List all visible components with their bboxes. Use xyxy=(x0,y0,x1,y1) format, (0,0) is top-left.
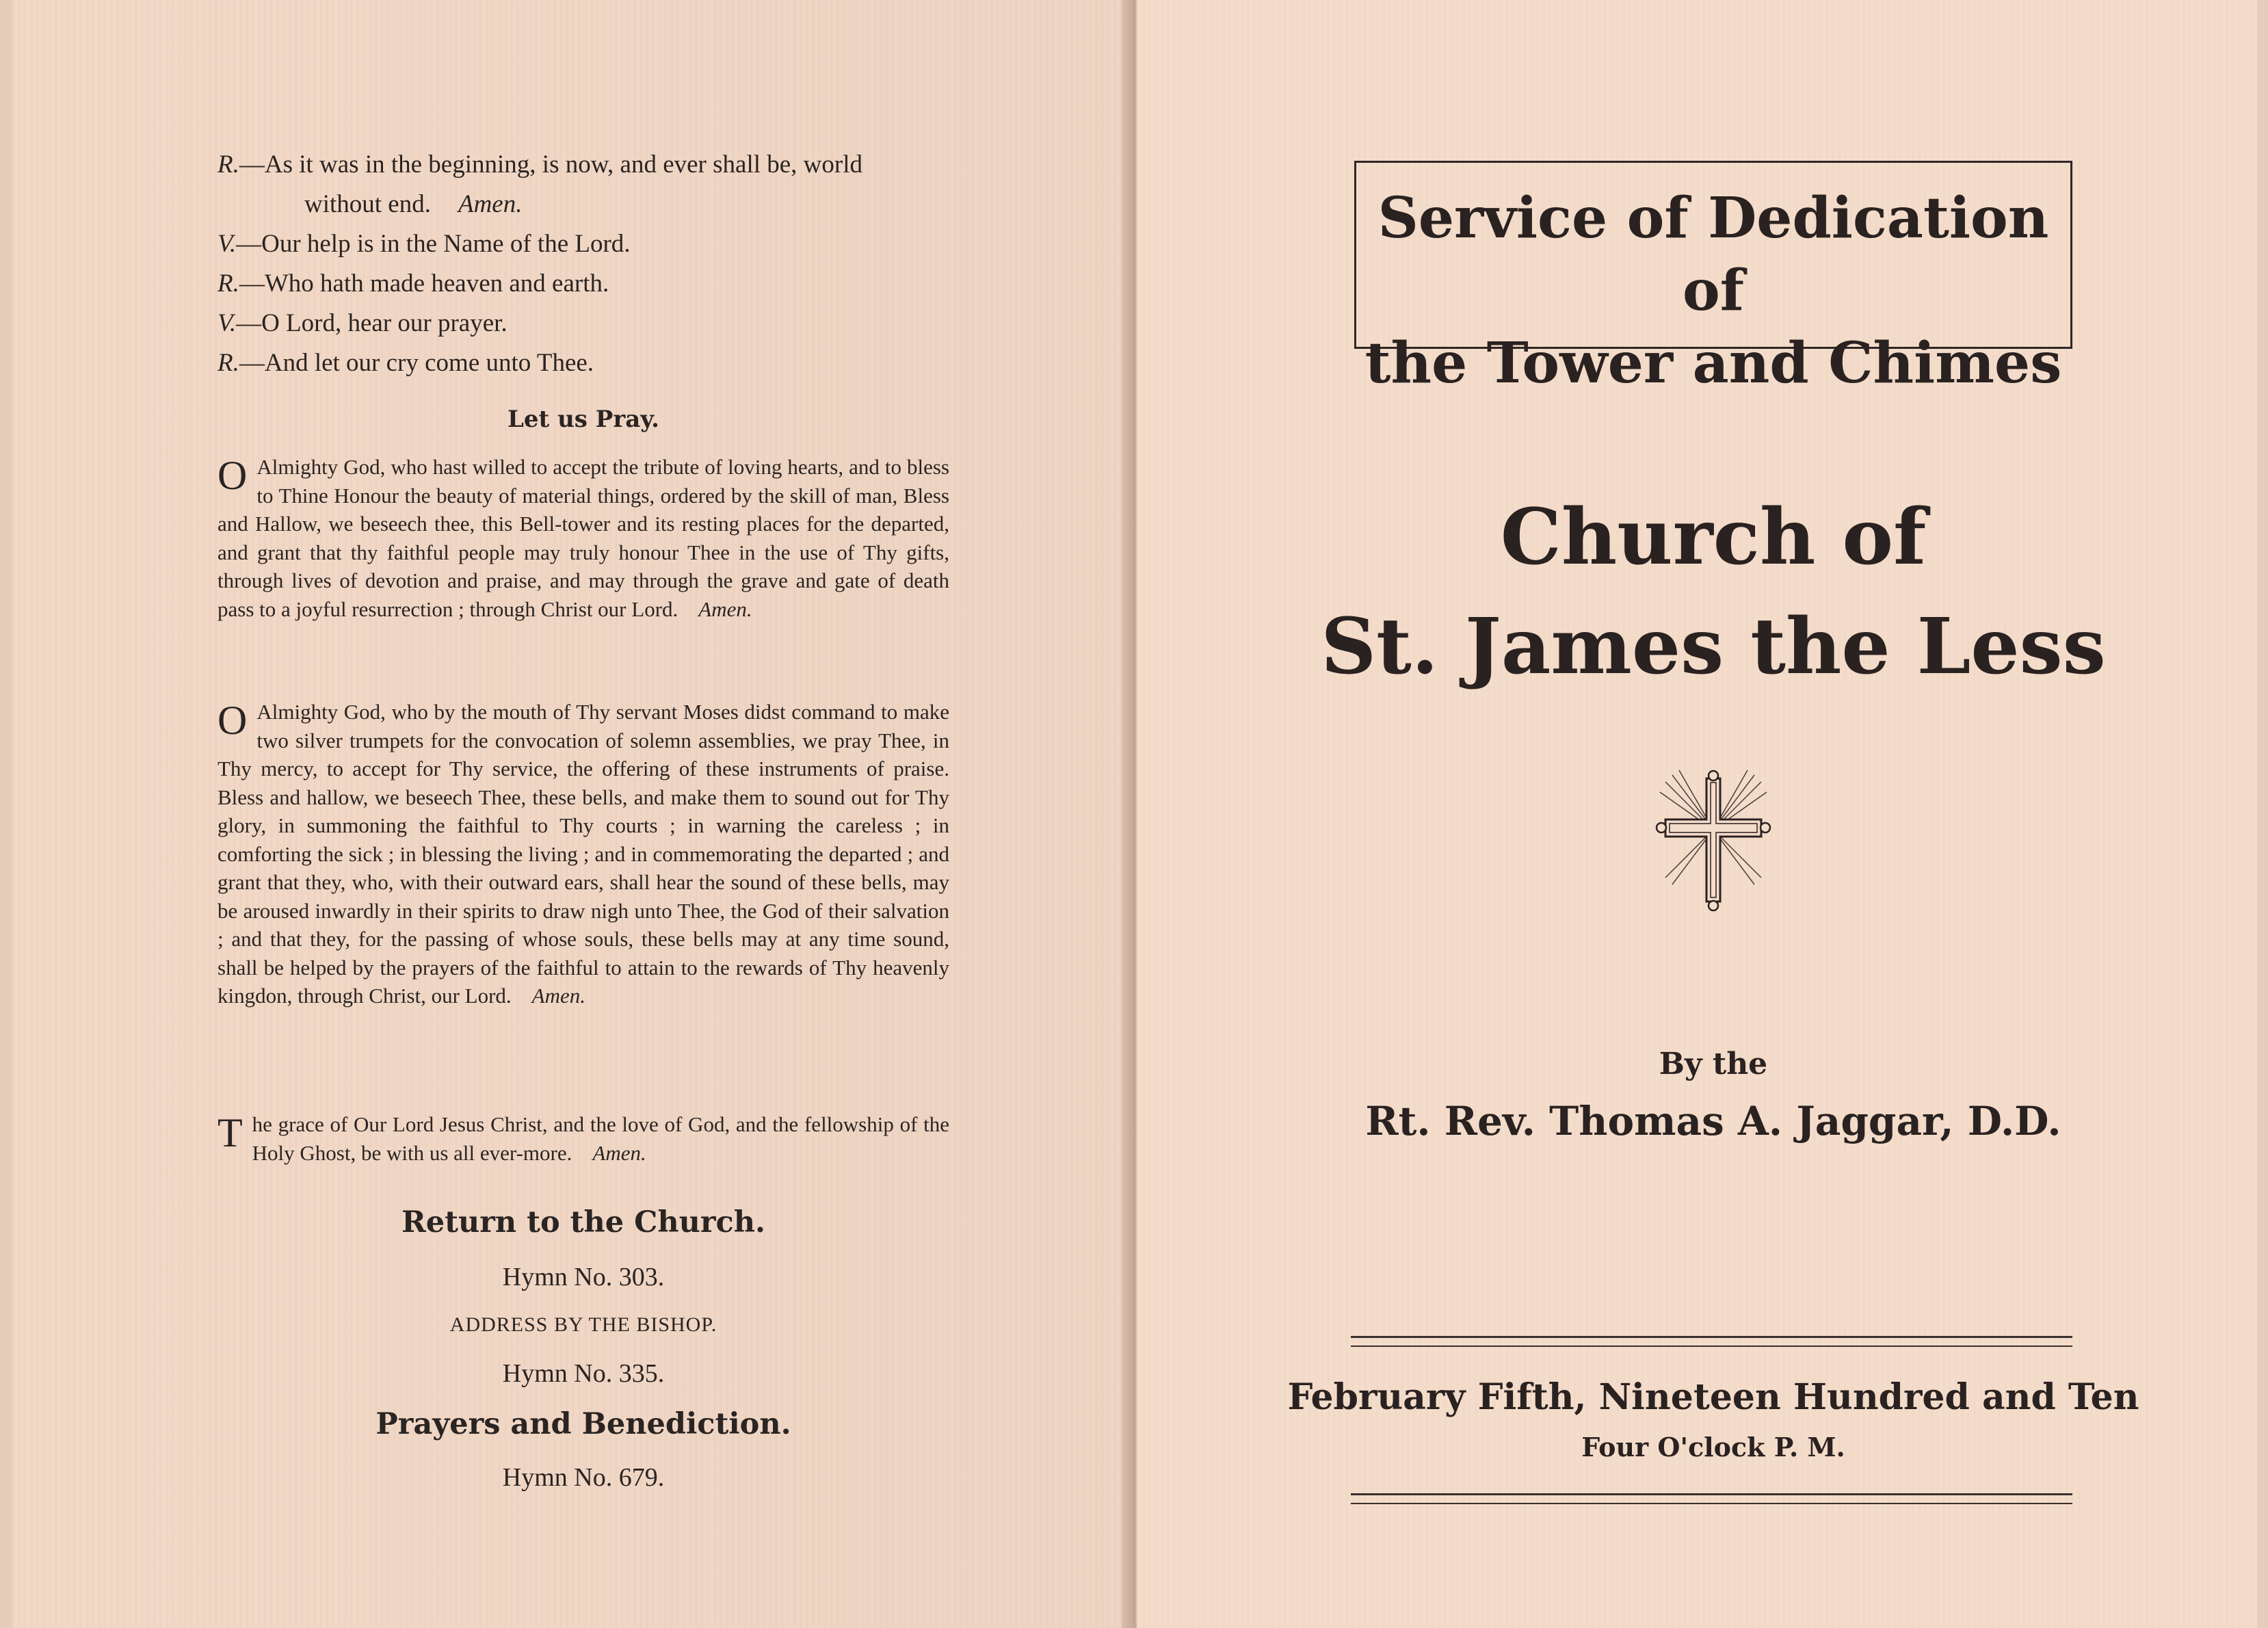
church-name-line-1: Church of xyxy=(1500,493,1927,582)
versicle-line: R.—And let our cry come unto Thee. xyxy=(217,349,594,377)
versicle-line: without end. Amen. xyxy=(304,190,523,218)
grace-prayer: The grace of Our Lord Jesus Christ, and the love of God, and the fellowship of the Holy Ghost, be with us all ever-more. Amen. xyxy=(217,1110,949,1165)
drop-cap: O xyxy=(217,698,248,743)
rule-top-1 xyxy=(1351,1336,2072,1338)
drop-cap: O xyxy=(217,453,248,498)
service-date: February Fifth, Nineteen Hundred and Ten xyxy=(1287,1376,2139,1418)
rule-top-2 xyxy=(1351,1345,2072,1347)
bishop-name: Rt. Rev. Thomas A. Jaggar, D.D. xyxy=(1365,1098,2061,1144)
prayers-heading: Prayers and Benediction. xyxy=(375,1407,791,1441)
address-line: ADDRESS BY THE BISHOP. xyxy=(449,1313,717,1336)
hymn-335: Hymn No. 335. xyxy=(502,1359,665,1388)
title-box xyxy=(1354,161,2072,396)
let-us-pray-heading: Let us Pray. xyxy=(507,406,659,433)
hymn-303: Hymn No. 303. xyxy=(502,1263,665,1291)
versicle-line: V.—Our help is in the Name of the Lord. xyxy=(217,230,631,258)
rule-bottom-2 xyxy=(1351,1503,2072,1504)
hymn-679: Hymn No. 679. xyxy=(502,1463,665,1492)
service-time: Four O'clock P. M. xyxy=(1581,1432,1845,1462)
title-line-2: the Tower and Chimes xyxy=(1364,330,2062,396)
cross-icon xyxy=(1652,765,1775,915)
versicle-line: R.—As it was in the beginning, is now, and ever shall be, world xyxy=(217,150,863,179)
rule-bottom-1 xyxy=(1351,1493,2072,1495)
by-the: By the xyxy=(1659,1047,1768,1081)
drop-cap: T xyxy=(217,1110,243,1155)
versicle-line: V.—O Lord, hear our prayer. xyxy=(217,309,507,337)
title-line-1: Service of Dedication of xyxy=(1377,185,2049,324)
church-name-line-2: St. James the Less xyxy=(1321,602,2106,692)
versicle-line: R.—Who hath made heaven and earth. xyxy=(217,270,609,298)
return-heading: Return to the Church. xyxy=(401,1205,765,1239)
prayer-bells: O Almighty God, who by the mouth of Thy servant Moses didst command to make two silver trumpets for the convocation of solemn assemblies, we pray Thee, in Thy mercy, to accept for Thy service, the offering of these instruments of praise. Bless and hallow, we beseech Thee, these bells, and make them to sound out for Thy glory, in summoning the faithful to Thy courts ; in warning the careless ; in comforting the sick ; in blessing the living ; and in commemorating the departed ; and grant that they, who, with their outward ears, shall hear the sound of these bells, may be aroused inwardly in their spirits to draw nigh unto Thee, the God of their salvation ; and that they, for the passing of whose souls, these bells may at any time sound, shall be helped by the prayers of the faithful to attain to the rewards of Thy heavenly kingdon, through Christ, our Lord. Amen. xyxy=(217,698,949,1008)
prayer-bell-tower: O Almighty God, who hast willed to accept the tribute of loving hearts, and to bless to Thine Honour the beauty of material things, ordered by the skill of man, Bless and Hallow, we beseech thee, this Bell-tower and its resting places for the departed, and grant that thy faithful people may truly honour Thee in the use of Thy gifts, through lives of devotion and praise, and may through the grave and gate of death pass to a joyful resurrection ; through Christ our Lord. Amen. xyxy=(217,453,949,621)
